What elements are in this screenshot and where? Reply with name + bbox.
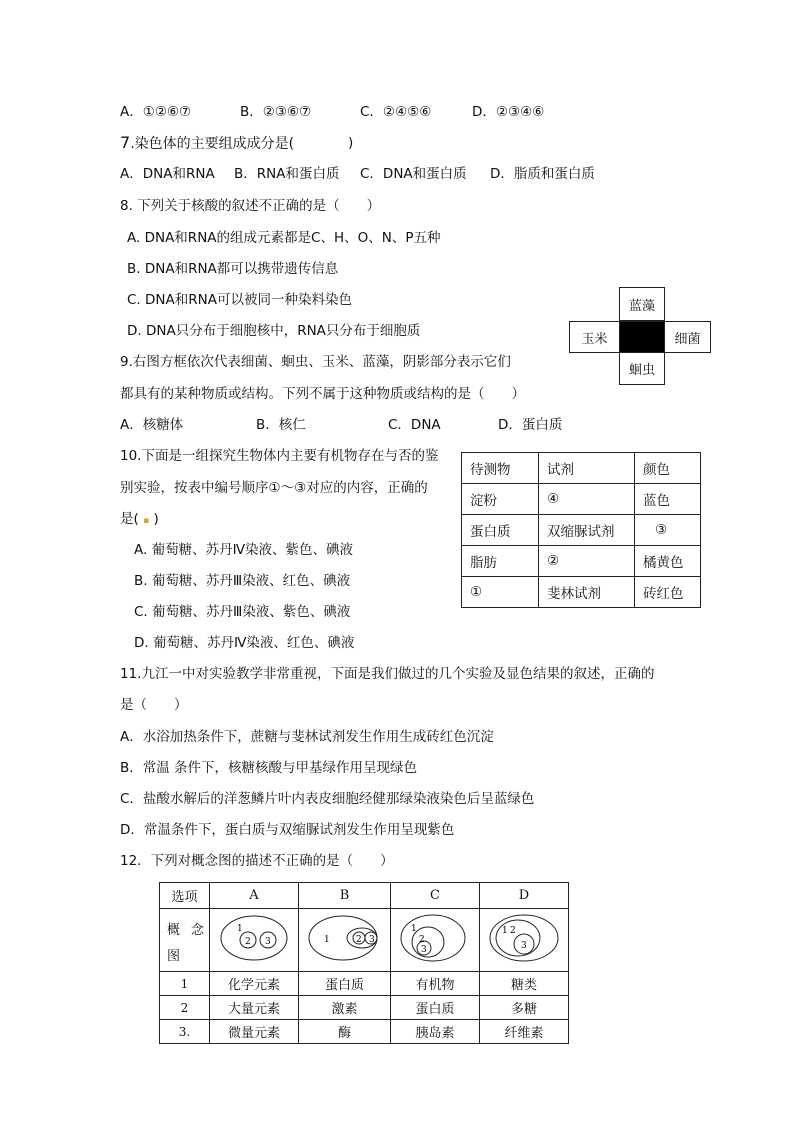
q9-box-left: 玉米 (569, 321, 620, 353)
q9-stem-line1: 9.右图方框依次代表细菌、蛔虫、玉米、蓝藻，阴影部分表示它们 (120, 354, 511, 370)
q7-option-d: D．脂质和蛋白质 (490, 166, 595, 182)
table-row (462, 453, 701, 484)
table-cell: 有机物 (391, 972, 480, 996)
table-cell: 1 (160, 972, 210, 996)
table-cell: 糖类 (480, 972, 569, 996)
q10-option-a: A. 葡萄糖、苏丹Ⅳ染液、紫色、碘液 (134, 542, 354, 558)
q10-stem-dot: ▪ (143, 516, 150, 526)
circle-label-2: 2 (510, 926, 516, 936)
q7-number: 7 (120, 133, 131, 152)
table-cell: 橘黄色 (635, 546, 701, 577)
q10-stem-line2: 别实验，按表中编号顺序①～③对应的内容，正确的 (120, 480, 428, 496)
q11-stem-line2: 是（ ） (120, 697, 188, 713)
q11-stem-line1: 11.九江一中对实验教学非常重视，下面是我们做过的几个实验及显色结果的叙述，正确的 (120, 666, 655, 682)
circle-label-1: 1 (237, 924, 243, 934)
circle-label-3: 3 (521, 941, 527, 951)
table-row (160, 996, 569, 1020)
q8-option-d: D. DNA只分布于细胞核中，RNA只分布于细胞质 (127, 323, 421, 339)
table-cell: 选项 (160, 883, 210, 909)
q10-option-c: C. 葡萄糖、苏丹Ⅲ染液、紫色、碘液 (134, 604, 351, 620)
q9-box-bottom: 蛔虫 (619, 352, 665, 385)
q10-option-b: B. 葡萄糖、苏丹Ⅲ染液、红色、碘液 (134, 573, 351, 589)
table-cell: 淀粉 (462, 484, 539, 515)
table-cell: 多糖 (480, 996, 569, 1020)
concept-map-label (160, 909, 210, 972)
q7-option-b: B．RNA和蛋白质 (234, 166, 340, 182)
table-cell: 激素 (299, 996, 391, 1020)
circle-label-1: 1 (502, 926, 508, 936)
q10-stem-line3 (120, 510, 159, 530)
q10-table (461, 452, 701, 608)
q9-option-c: C．DNA (388, 417, 441, 433)
label-char: 念 (191, 923, 205, 938)
table-cell: 试剂 (539, 453, 635, 484)
q7-option-a: A．DNA和RNA (120, 166, 215, 182)
concept-diagram-b (299, 909, 391, 972)
table-cell: 3. (160, 1020, 210, 1044)
concept-diagram-d (480, 909, 569, 972)
table-cell: ③ (635, 515, 701, 546)
q10-option-d: D. 葡萄糖、苏丹Ⅳ染液、红色、碘液 (134, 635, 355, 651)
table-cell: 砖红色 (635, 577, 701, 608)
table-cell: ④ (539, 484, 635, 515)
q10-stem-line3-a: 是( (120, 511, 139, 527)
q7-paren-close: ) (348, 135, 354, 151)
circle-label-3: 3 (421, 945, 427, 955)
table-cell: A (210, 883, 299, 909)
table-row (462, 515, 701, 546)
q9-box-top: 蓝藻 (619, 287, 665, 321)
circle-label-1: 1 (411, 924, 417, 934)
table-cell: 蓝色 (635, 484, 701, 515)
table-cell: C (391, 883, 480, 909)
q9-box-shaded (619, 321, 665, 353)
q12-stem: 12．下列对概念图的描述不正确的是（ ） (120, 853, 394, 869)
concept-diagram-c (391, 909, 480, 972)
table-cell: 纤维素 (480, 1020, 569, 1044)
table-cell: ② (539, 546, 635, 577)
q11-option-c: C．盐酸水解后的洋葱鳞片叶内表皮细胞经健那绿染液染色后呈蓝绿色 (120, 791, 535, 807)
q6-option-d: D．②③④⑥ (472, 104, 545, 120)
q9-option-a: A．核糖体 (120, 417, 184, 433)
q11-option-a: A．水浴加热条件下，蔗糖与斐林试剂发生作用生成砖红色沉淀 (120, 729, 494, 745)
circle-label-3: 3 (265, 937, 271, 947)
q11-option-d: D．常温条件下，蛋白质与双缩脲试剂发生作用呈现紫色 (120, 822, 455, 838)
table-cell: 脂肪 (462, 546, 539, 577)
table-cell: B (299, 883, 391, 909)
circle-label-2: 2 (356, 935, 362, 945)
q9-option-d: D．蛋白质 (498, 417, 563, 433)
q12-table (159, 882, 569, 1044)
table-cell: 胰岛素 (391, 1020, 480, 1044)
q9-stem-line2: 都具有的某种物质或结构。下列不属于这种物质或结构的是（ ） (120, 386, 525, 402)
table-row (160, 883, 569, 909)
q8-option-a: A. DNA和RNA的组成元素都是C、H、O、N、P五种 (127, 230, 441, 246)
circle-label-1: 1 (324, 935, 330, 945)
table-row (462, 484, 701, 515)
q6-option-b: B．②③⑥⑦ (240, 104, 312, 120)
table-cell: 大量元素 (210, 996, 299, 1020)
table-row (462, 577, 701, 608)
q6-option-a: A．①②⑥⑦ (120, 104, 192, 120)
q8-option-c: C. DNA和RNA可以被同一种染料染色 (127, 292, 352, 308)
table-cell: 双缩脲试剂 (539, 515, 635, 546)
table-cell: ① (462, 577, 539, 608)
label-char: 图 (167, 949, 181, 964)
concept-diagram-a (210, 909, 299, 972)
table-cell: D (480, 883, 569, 909)
q9-box-right: 细菌 (664, 321, 711, 353)
table-cell: 蛋白质 (299, 972, 391, 996)
table-cell: 待测物 (462, 453, 539, 484)
table-cell: 化学元素 (210, 972, 299, 996)
table-row (160, 1020, 569, 1044)
circle-label-2: 2 (419, 935, 425, 945)
q7-stem-text: .染色体的主要组成成分是( (130, 136, 295, 152)
label-char: 概 (167, 923, 181, 938)
q6-option-c: C．②④⑤⑥ (360, 104, 432, 120)
table-cell: 颜色 (635, 453, 701, 484)
q8-option-b: B. DNA和RNA都可以携带遗传信息 (127, 261, 339, 277)
table-cell: 微量元素 (210, 1020, 299, 1044)
table-cell: 蛋白质 (391, 996, 480, 1020)
circle-label-3: 3 (369, 935, 375, 945)
q11-option-b: B．常温 条件下，核糖核酸与甲基绿作用呈现绿色 (120, 760, 418, 776)
table-cell: 2 (160, 996, 210, 1020)
q9-option-b: B．核仁 (256, 417, 306, 433)
q10-stem-line1: 10.下面是一组探究生物体内主要有机物存在与否的鉴 (120, 448, 439, 464)
q10-stem-line3-b: ) (153, 511, 159, 527)
table-row (462, 546, 701, 577)
table-cell: 斐林试剂 (539, 577, 635, 608)
table-cell: 酶 (299, 1020, 391, 1044)
q8-stem: 8. 下列关于核酸的叙述不正确的是（ ） (120, 198, 381, 214)
table-row (160, 972, 569, 996)
table-row (160, 909, 569, 972)
q7-stem (120, 134, 294, 153)
circle-label-2: 2 (245, 937, 251, 947)
table-cell: 蛋白质 (462, 515, 539, 546)
q7-option-c: C．DNA和蛋白质 (360, 166, 467, 182)
